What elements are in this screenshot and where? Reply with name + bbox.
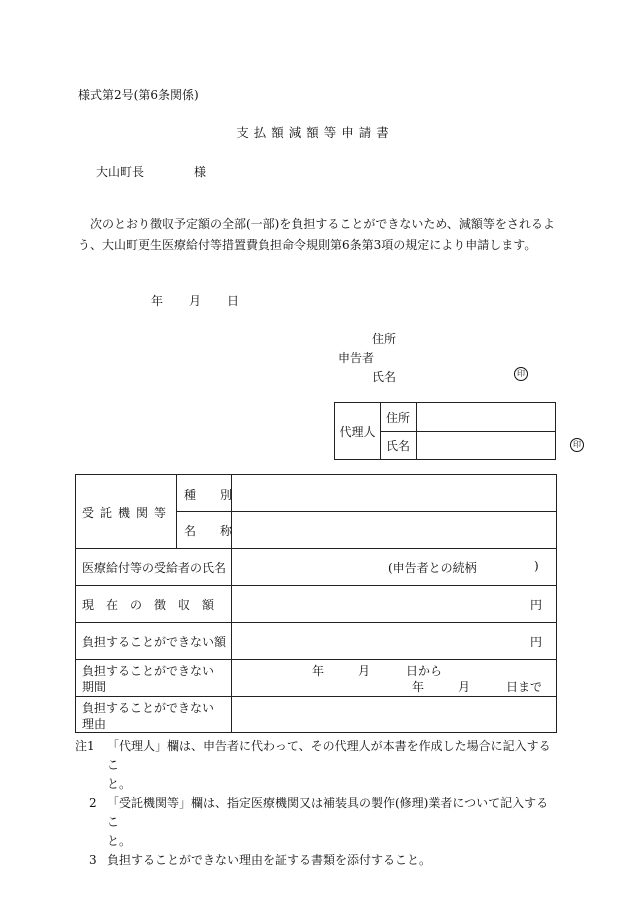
applicant-name-label: 氏名	[372, 370, 397, 384]
main-table	[75, 474, 557, 733]
period-to-month: 月	[458, 680, 471, 694]
agent-name-label: 氏名	[380, 431, 417, 459]
note-line: 「代理人」欄は、申告者に代わって、その代理人が本書を作成した場合に記入するこ	[107, 739, 551, 772]
relation-label: (申告者との続柄	[388, 561, 477, 575]
period-from-day: 日から	[406, 664, 443, 678]
period-from-year: 年	[312, 664, 325, 678]
note-item	[75, 851, 555, 870]
note-line: 「受託機関等」欄は、指定医療機関又は補装具の製作(修理)業者について記入するこ	[107, 796, 549, 829]
period-label-line1: 負担することができない	[82, 664, 215, 678]
form-number: 様式第2号(第6条関係)	[78, 88, 199, 102]
unpayable-amount-unit: 円	[530, 635, 543, 649]
type-label: 種 別	[184, 488, 233, 502]
applicant-label: 申告者	[338, 351, 375, 365]
agent-address-row	[380, 403, 555, 432]
note-number: 2	[89, 796, 97, 810]
recipient-name-label: 医療給付等の受給者の氏名	[82, 561, 227, 575]
period-to-day: 日まで	[506, 680, 543, 694]
date-year: 年	[151, 294, 164, 308]
relation-close: )	[534, 559, 539, 573]
name-label: 名 称	[184, 524, 233, 538]
table-line	[176, 475, 177, 548]
table-line	[76, 548, 556, 549]
body-text: 次のとおり徴収予定額の全部(一部)を負担することができないため、減額等をされるよう、大山町更生医療給付等措置費負担命令規則第6条第3項の規定により申請します。	[78, 217, 555, 252]
note-line: と。	[107, 777, 132, 791]
table-line	[176, 511, 556, 512]
note-line: 負担することができない理由を証する書類を添付すること。	[107, 853, 432, 867]
document-title: 支払額減額等申請書	[236, 125, 394, 140]
date-day: 日	[227, 294, 240, 308]
addressee	[96, 163, 206, 180]
unpayable-amount-label: 負担することができない額	[82, 635, 227, 649]
table-line	[76, 585, 556, 586]
applicant-seal-icon: 印	[514, 367, 528, 381]
note-number: 3	[89, 853, 97, 867]
agent-address-label: 住所	[380, 403, 417, 431]
entrusted-org-label: 受託機関等	[82, 506, 173, 520]
note-number: 注1	[75, 739, 95, 753]
table-line	[231, 475, 232, 732]
note-item	[75, 737, 555, 794]
agent-label: 代理人	[335, 403, 381, 459]
current-amount-unit: 円	[530, 598, 543, 612]
agent-seal-icon: 印	[570, 438, 584, 452]
agent-box	[334, 402, 581, 460]
reason-label-line2: 理由	[82, 717, 107, 731]
table-line	[76, 696, 556, 697]
period-from-month: 月	[358, 664, 371, 678]
applicant-address-label: 住所	[372, 332, 397, 346]
note-item	[75, 794, 555, 851]
period-label-line2: 期間	[82, 680, 107, 694]
addressee-name: 大山町長	[96, 165, 145, 179]
date-line	[151, 292, 239, 309]
table-line	[76, 659, 556, 660]
notes	[75, 737, 555, 870]
reason-label-line1: 負担することができない	[82, 701, 215, 715]
date-month: 月	[189, 294, 202, 308]
current-amount-label: 現 在 の 徴 収 額	[82, 598, 215, 612]
note-line: と。	[107, 834, 132, 848]
agent-name-row	[380, 431, 581, 459]
table-line	[76, 622, 556, 623]
addressee-honorific: 様	[194, 165, 207, 179]
period-to-year: 年	[412, 680, 425, 694]
